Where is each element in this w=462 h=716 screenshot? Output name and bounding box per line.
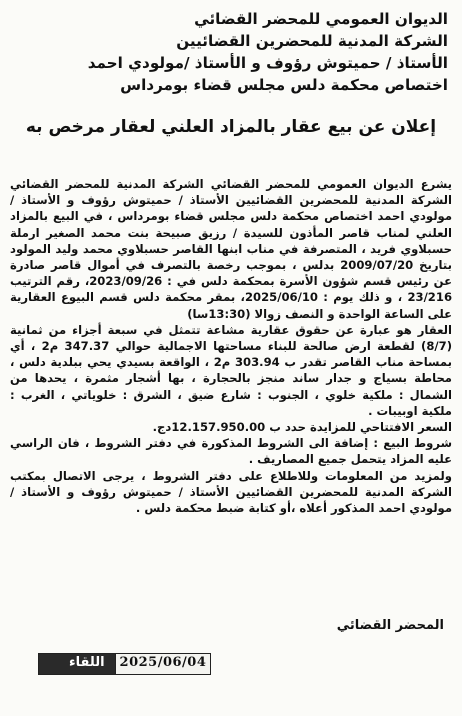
publication-footer — [38, 653, 211, 675]
notice-paragraph-sale-announcement: يشرع الديوان العمومي للمحضر القضائي الشركة المدنية للمحضر القضائي الشركة المدنية للمحضرين القضائيين الأستاذ / حميتوش رؤوف و الأستاذ /مولودي احمد اختصاص محكمة دلس مجلس قضاء بومرداس ، في البيع بالمزاد العلني لمناب قاصر المأذون للسيدة / رزيق صبيحة بنت محمد الصغير ارملة حسبلاوي فريد ، المتصرفة في مناب ابنها القاصر حسبلاوي محمد وليد المولود بتاريخ 2009/07/20 بدلس ، بموجب رخصة بالتصرف في أموال قاصر صادرة عن رئيس قسم شؤون الأسرة بمحكمة دلس في : 2023/09/26، رقم الترتيب 23/216 ، و ذلك يوم : 2025/06/10، بمقر محكمة دلس قسم البيوع العقارية على الساعة الواحدة و النصف زوالا (13:30سا) — [10, 177, 453, 321]
notice-paragraph-property-description: العقار هو عبارة عن حقوق عقارية مشاعة تتمثل في سبعة أجزاء من ثمانية (8/7) لقطعة ارض صالحة للبناء مساحتها الاجمالية حوالي 347.37 م2 ، أي بمساحة مناب القاصر تقدر ب 303.94 م2 ، الواقعة بسيدي يحي ببلدية دلس ، محاطة بسياج و جدار ساند منجز بالحجارة ، بها أشجار مثمرة ، يحدها من الشمال : ملكية خلوي ، الجنوب : شارع ضيق ، الشرق : خلوياتي ، الغرب : ملكية اوبيبات . — [10, 322, 452, 418]
notice-paragraph-contact-info: ولمزيد من المعلومات وللاطلاع على دفتر الشروط ، يرجى الاتصال بمكتب الشركة المدنية للمحضرين القضائيين الأستاذ / حميتوش رؤوف و الأستاذ /مولودي احمد المذكور أعلاه ،أو كتابة ضبط محكمة دلس . — [10, 468, 452, 516]
newspaper-name: اللقاء — [39, 654, 115, 674]
notice-paragraph-sale-conditions: شروط البيع : إضافة الى الشروط المذكورة في دفتر الشروط ، فان الراسي عليه المزاد يتحمل جميع المصاريف . — [10, 436, 452, 467]
issuer-header — [12, 8, 448, 96]
notice-title: إعلان عن بيع عقار بالمزاد العلني لعقار مرخص به — [25, 117, 437, 137]
issuer-company-line: الشركة المدنية للمحضرين القضائيين — [176, 32, 448, 50]
issuer-names-line: الأستاذ / حميتوش رؤوف و الأستاذ /مولودي احمد — [87, 54, 448, 72]
issuer-jurisdiction-line: اختصاص محكمة دلس مجلس قضاء بومرداس — [120, 76, 448, 94]
notice-paragraph-opening-price: السعر الافتتاحي للمزايدة حدد ب 12.157.950.00دج. — [152, 420, 452, 435]
issuer-office-line: الديوان العمومي للمحضر القضائي — [194, 10, 448, 28]
notice-body — [10, 176, 452, 516]
signature: المحضر القضائي — [336, 618, 444, 633]
publication-date: 2025/06/04 — [115, 654, 211, 674]
